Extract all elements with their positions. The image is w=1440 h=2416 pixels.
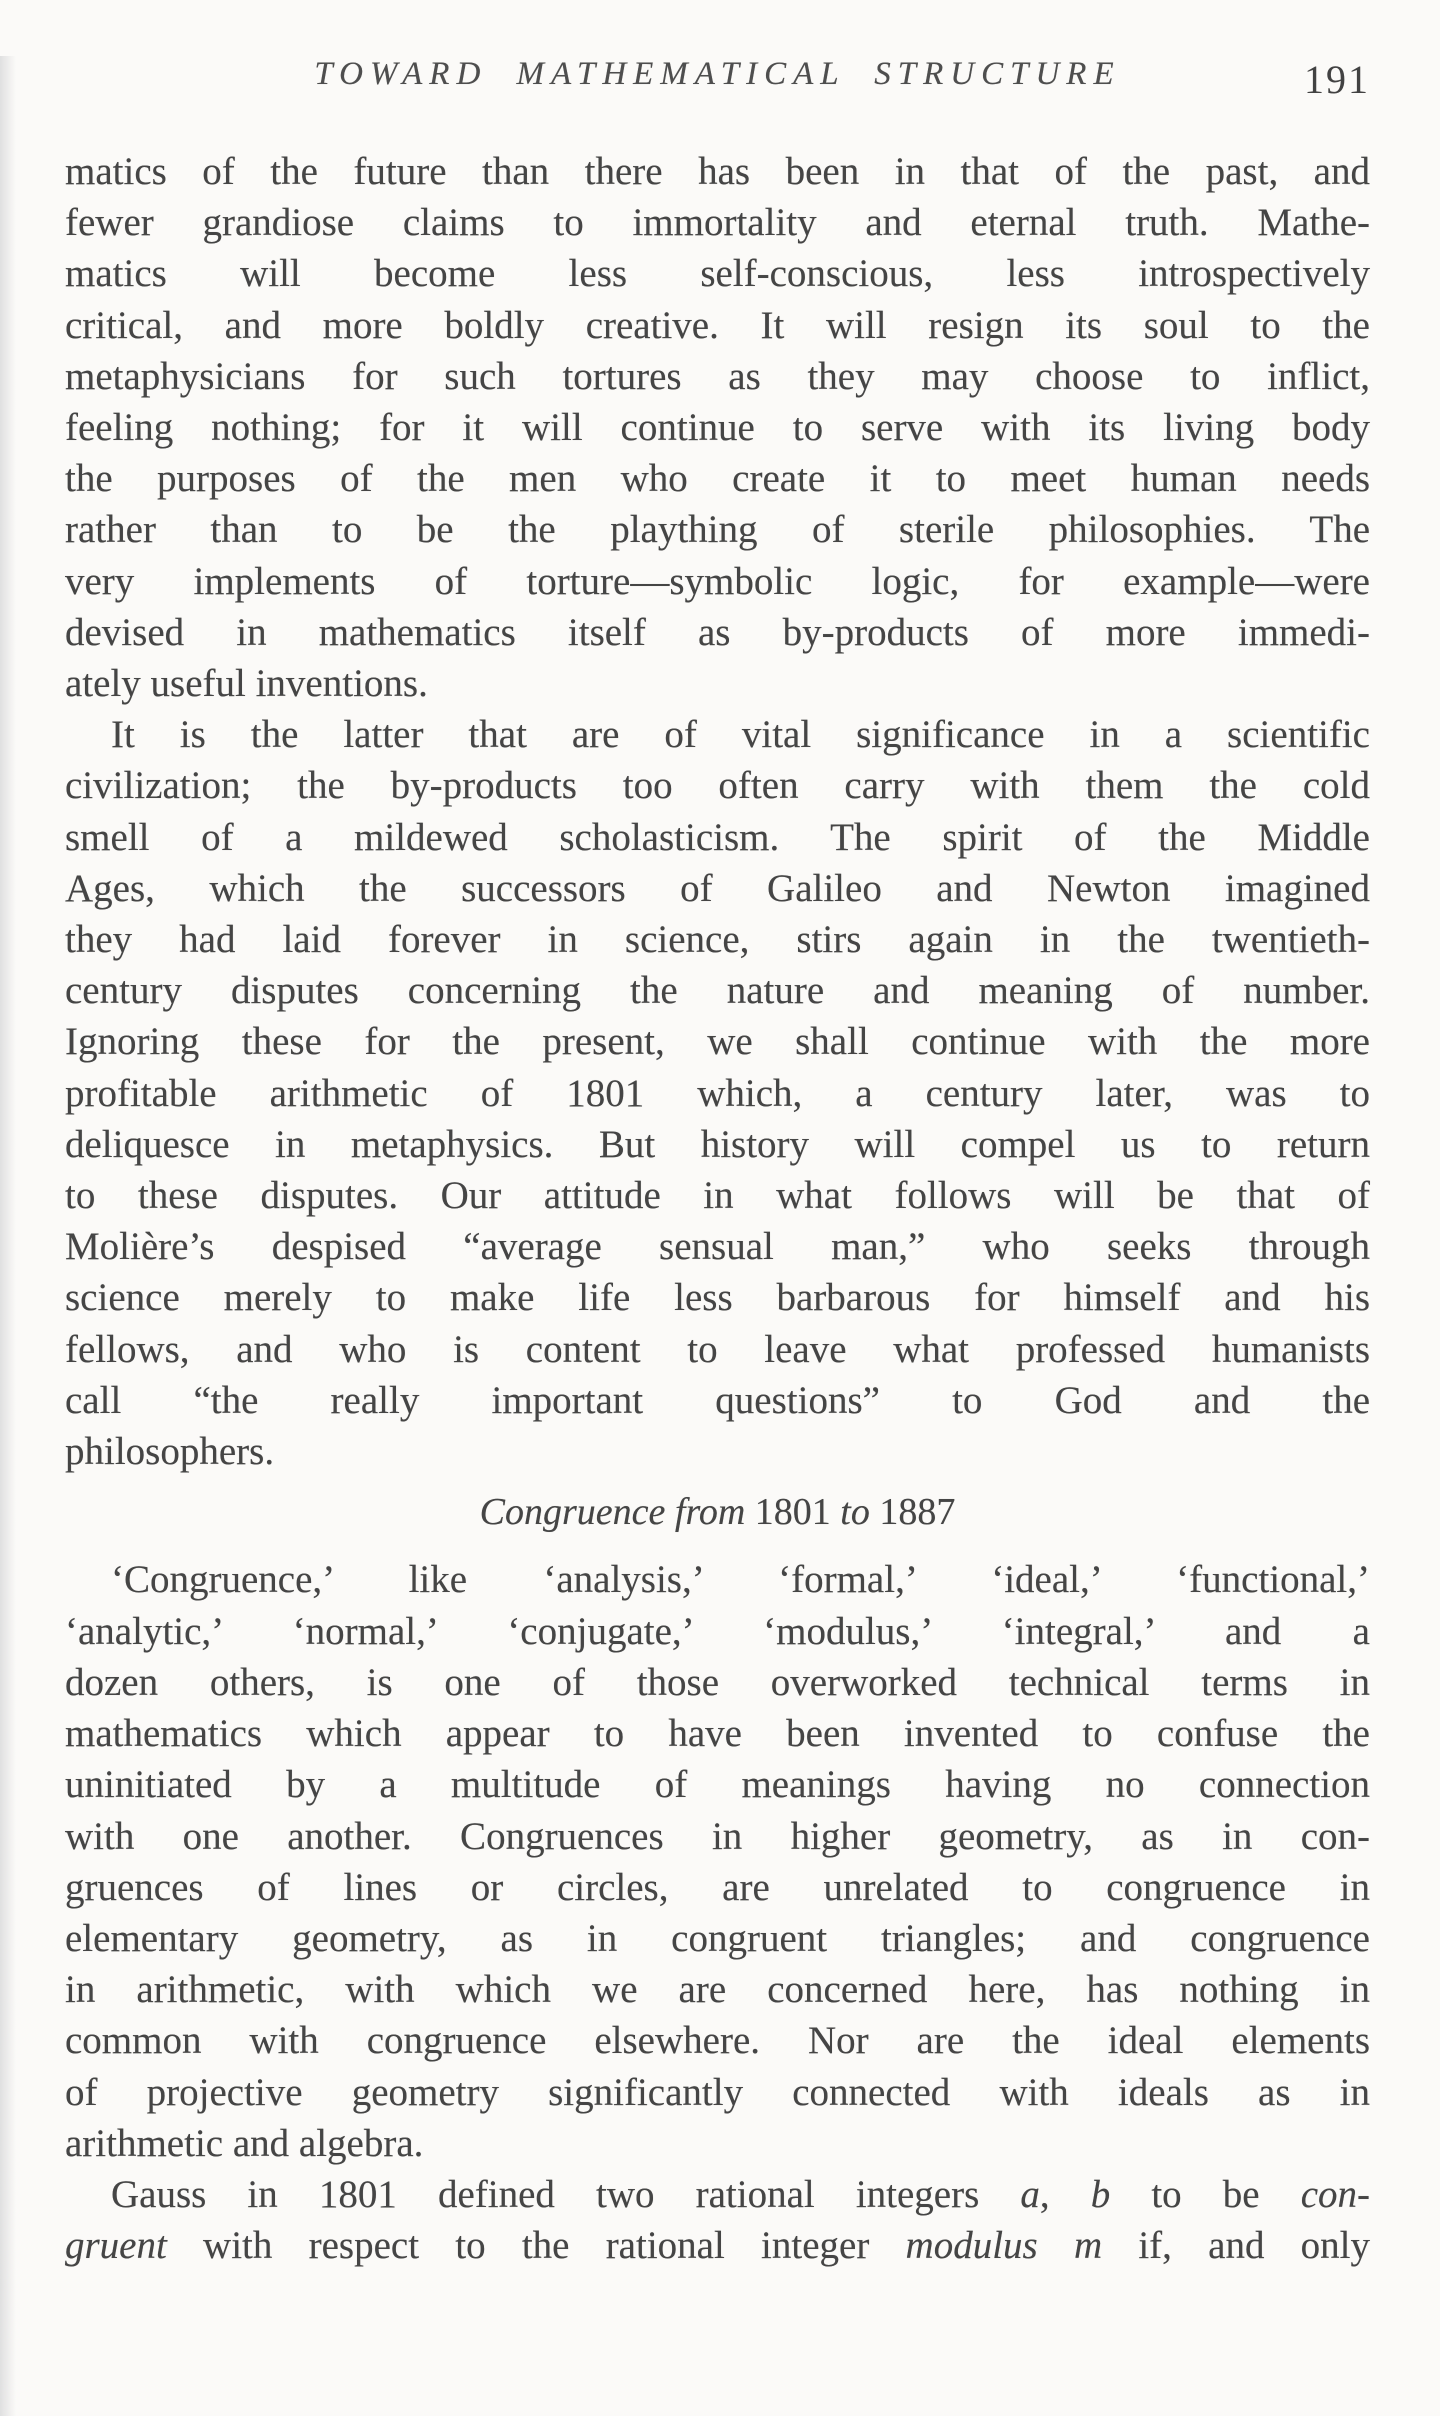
text-line bbox=[65, 504, 1370, 555]
text: in arithmetic, with which we are concerned here, has nothing in bbox=[65, 1968, 1370, 2012]
page-body bbox=[65, 146, 1370, 2271]
text-line bbox=[65, 1759, 1370, 1810]
text: century disputes concerning the nature and meaning of number. bbox=[65, 969, 1370, 1013]
text: Gauss in 1801 defined two rational integers bbox=[111, 2172, 1021, 2216]
text: ately useful inventions. bbox=[65, 662, 428, 706]
text: rather than to be the plaything of sterile philosophies. The bbox=[65, 508, 1370, 552]
text: elementary geometry, as in congruent triangles; and congruence bbox=[65, 1916, 1370, 1960]
italic-text: modulus m bbox=[905, 2224, 1103, 2268]
text-line bbox=[65, 1657, 1370, 1708]
text: matics will become less self-conscious, less introspectively bbox=[65, 252, 1370, 296]
italic-text: a bbox=[1020, 2172, 1040, 2216]
text-line bbox=[65, 351, 1370, 402]
paragraph bbox=[65, 146, 1370, 709]
text-line bbox=[65, 760, 1370, 811]
text-line bbox=[65, 607, 1370, 658]
text-line bbox=[65, 1606, 1370, 1657]
text: philosophers. bbox=[65, 1430, 275, 1474]
text-line bbox=[65, 1426, 1370, 1477]
text: fellows, and who is content to leave what professed humanists bbox=[65, 1327, 1370, 1371]
text: metaphysicians for such tortures as they may choose to inflict, bbox=[65, 354, 1370, 398]
italic-text: to bbox=[830, 1491, 880, 1534]
text-line bbox=[65, 1068, 1370, 1119]
paragraph bbox=[65, 2169, 1370, 2271]
text: of projective geometry significantly connected with ideals as in bbox=[65, 2070, 1370, 2114]
text: matics of the future than there has been in that of the past, and bbox=[65, 150, 1370, 193]
italic-text: con- bbox=[1300, 2172, 1370, 2216]
text-line bbox=[65, 709, 1370, 760]
text-line bbox=[65, 2118, 1370, 2169]
text-line bbox=[65, 248, 1370, 299]
text-line bbox=[65, 146, 1370, 197]
text: deliquesce in metaphysics. But history will compel us to return bbox=[65, 1122, 1370, 1166]
text: science merely to make life less barbarous for himself and his bbox=[65, 1276, 1370, 1320]
text-line bbox=[65, 1913, 1370, 1964]
text-line bbox=[65, 863, 1370, 914]
text-line bbox=[65, 1964, 1370, 2015]
paragraph bbox=[65, 1554, 1370, 2168]
text-line bbox=[65, 2220, 1370, 2271]
text: mathematics which appear to have been invented to confuse the bbox=[65, 1712, 1370, 1756]
text: , bbox=[1039, 2172, 1091, 2216]
text: Molière’s despised “average sensual man,” who seeks through bbox=[65, 1225, 1370, 1269]
text-line bbox=[65, 1016, 1370, 1067]
text-line bbox=[65, 1554, 1370, 1605]
text-line bbox=[65, 1170, 1370, 1221]
text-line bbox=[65, 1272, 1370, 1323]
text: to these disputes. Our attitude in what follows will be that of bbox=[65, 1174, 1370, 1218]
text-line bbox=[65, 556, 1370, 607]
text: feeling nothing; for it will continue to serve with its living body bbox=[65, 406, 1370, 450]
text: ‘Congruence,’ like ‘analysis,’ ‘formal,’ ‘ideal,’ ‘functional,’ bbox=[111, 1558, 1370, 1602]
text: 1887 bbox=[879, 1491, 956, 1534]
text-line bbox=[65, 402, 1370, 453]
italic-text: Congruence from bbox=[479, 1491, 755, 1534]
text: critical, and more boldly creative. It will resign its soul to the bbox=[65, 303, 1370, 347]
running-header bbox=[65, 56, 1370, 102]
text: civilization; the by-products too often carry with them the cold bbox=[65, 764, 1370, 808]
text: with respect to the rational integer bbox=[166, 2224, 906, 2268]
text: very implements of torture—symbolic logic, for example—were bbox=[65, 559, 1370, 603]
running-header-title: TOWARD MATHEMATICAL STRUCTURE bbox=[314, 56, 1121, 92]
text-line bbox=[65, 2169, 1370, 2220]
text: profitable arithmetic of 1801 which, a century later, was to bbox=[65, 1071, 1370, 1115]
text-line bbox=[65, 812, 1370, 863]
text: call “the really important questions” to God and the bbox=[65, 1378, 1370, 1422]
text: uninitiated by a multitude of meanings having no connection bbox=[65, 1763, 1370, 1807]
text: if, and only bbox=[1102, 2224, 1371, 2268]
text: smell of a mildewed scholasticism. The spirit of the Middle bbox=[65, 815, 1370, 859]
text-line bbox=[65, 965, 1370, 1016]
text-line bbox=[65, 658, 1370, 709]
text: Ages, which the successors of Galileo and Newton imagined bbox=[65, 866, 1370, 910]
text-line bbox=[65, 1324, 1370, 1375]
text-line bbox=[65, 1811, 1370, 1862]
text: dozen others, is one of those overworked technical terms in bbox=[65, 1660, 1370, 1704]
text-line bbox=[65, 1708, 1370, 1759]
text-line bbox=[65, 453, 1370, 504]
text: Ignoring these for the present, we shall continue with the more bbox=[65, 1020, 1370, 1064]
italic-text: gruent bbox=[65, 2224, 167, 2268]
scan-edge-shadow bbox=[0, 56, 16, 2416]
text-line bbox=[65, 1119, 1370, 1170]
text: they had laid forever in science, stirs again in the twentieth- bbox=[65, 918, 1370, 962]
text: 1801 bbox=[754, 1491, 831, 1534]
page-number: 191 bbox=[1304, 57, 1370, 102]
text: the purposes of the men who create it to meet human needs bbox=[65, 457, 1370, 501]
text: ‘analytic,’ ‘normal,’ ‘conjugate,’ ‘modulus,’ ‘integral,’ and a bbox=[65, 1609, 1370, 1653]
text-line bbox=[65, 197, 1370, 248]
text: devised in mathematics itself as by-products of more immedi- bbox=[65, 610, 1370, 654]
text-line bbox=[65, 1221, 1370, 1272]
paragraph bbox=[65, 709, 1370, 1477]
italic-text: b bbox=[1090, 2172, 1111, 2216]
text: fewer grandiose claims to immortality and eternal truth. Mathe- bbox=[65, 201, 1370, 245]
text-line bbox=[65, 1862, 1370, 1913]
text: with one another. Congruences in higher geometry, as in con- bbox=[65, 1814, 1370, 1858]
text: It is the latter that are of vital significance in a scientific bbox=[111, 713, 1370, 757]
text-line bbox=[65, 2015, 1370, 2066]
text-line bbox=[65, 2067, 1370, 2118]
text-line bbox=[65, 300, 1370, 351]
text: to be bbox=[1110, 2172, 1301, 2216]
text-line bbox=[65, 914, 1370, 965]
text: gruences of lines or circles, are unrelated to congruence in bbox=[65, 1865, 1370, 1909]
text-line bbox=[65, 1375, 1370, 1426]
section-heading bbox=[65, 1487, 1370, 1538]
text: arithmetic and algebra. bbox=[65, 2121, 424, 2165]
text: common with congruence elsewhere. Nor are the ideal elements bbox=[65, 2019, 1370, 2063]
